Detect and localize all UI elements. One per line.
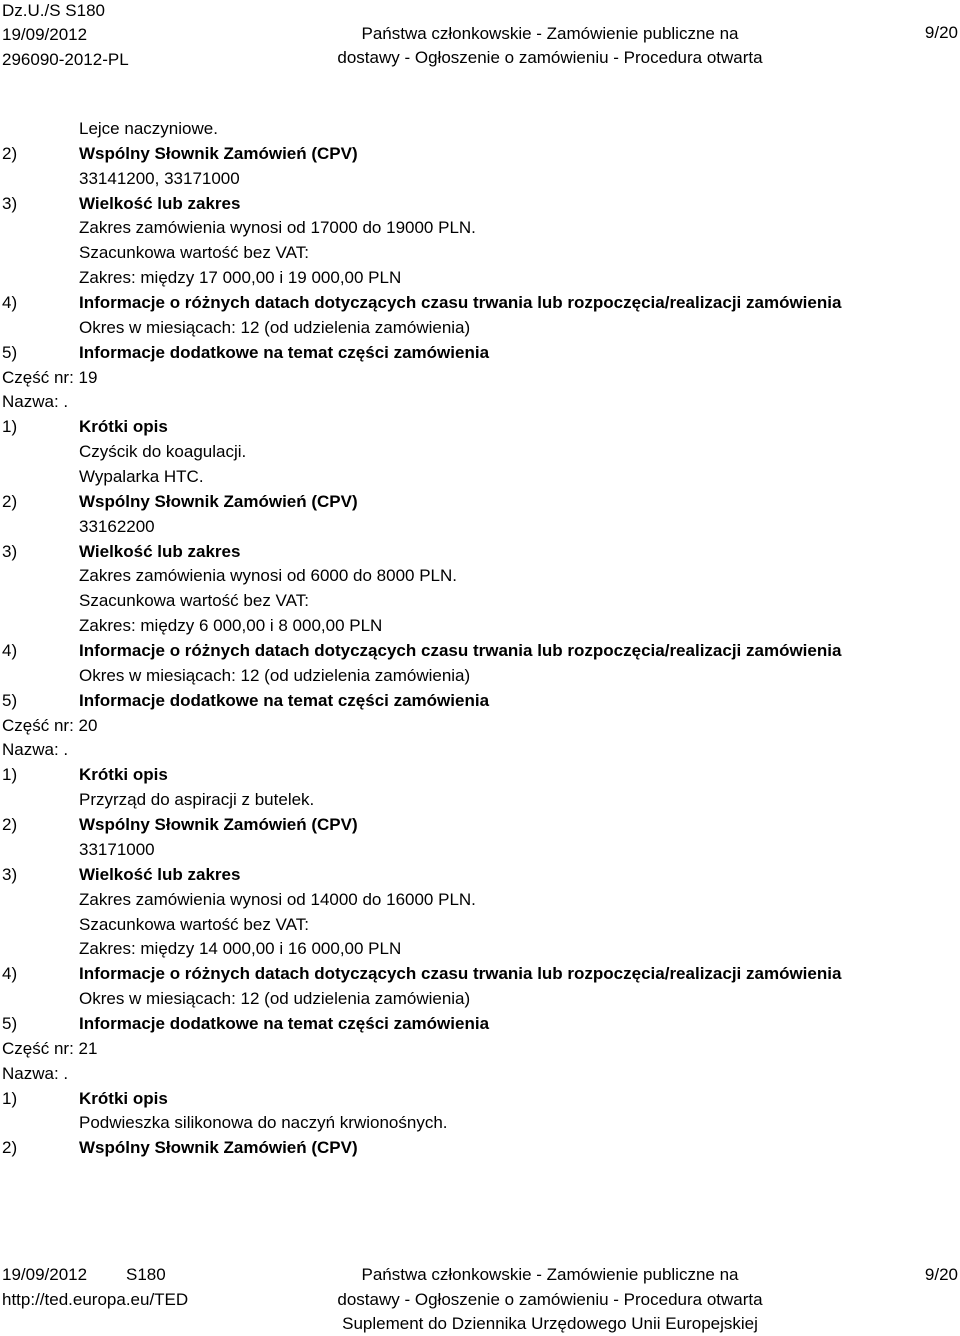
document-line — [0, 564, 960, 589]
document-line — [0, 540, 960, 565]
section-heading: Informacje o różnych datach dotyczących czasu trwania lub rozpoczęcia/realizacji zamówienia — [79, 293, 842, 313]
section-number: 3) — [2, 541, 18, 561]
line-text: Wypalarka HTC. — [79, 467, 204, 487]
document-body — [0, 117, 960, 1161]
document-line — [0, 216, 960, 241]
footer-url: http://ted.europa.eu/TED — [2, 1290, 189, 1309]
document-line — [0, 465, 960, 490]
document-line — [0, 117, 960, 142]
document-line — [0, 515, 960, 540]
line-text: 33141200, 33171000 — [79, 168, 240, 188]
line-text: Szacunkowa wartość bez VAT: — [79, 591, 309, 611]
section-number: 3) — [2, 193, 18, 213]
document-line — [0, 490, 960, 515]
section-number: 2) — [2, 815, 18, 835]
document-line — [0, 266, 960, 291]
document-line — [0, 689, 960, 714]
document-line — [0, 1037, 960, 1062]
line-text: Część nr: 21 — [2, 1038, 98, 1058]
doc-id: 296090-2012-PL — [2, 49, 129, 69]
line-text: Zakres: między 6 000,00 i 8 000,00 PLN — [79, 616, 383, 636]
document-line — [0, 714, 960, 739]
section-number: 4) — [2, 293, 18, 313]
header-left — [2, 0, 262, 73]
document-line — [0, 937, 960, 962]
document-line — [0, 763, 960, 788]
line-text: Szacunkowa wartość bez VAT: — [79, 243, 309, 263]
line-text: Okres w miesiącach: 12 (od udzielenia zamówienia) — [79, 665, 471, 685]
line-text: Lejce naczyniowe. — [79, 119, 218, 138]
line-text: Zakres: między 14 000,00 i 16 000,00 PLN — [79, 939, 402, 959]
line-text: Przyrząd do aspiracji z butelek. — [79, 790, 315, 810]
section-heading: Wielkość lub zakres — [79, 864, 241, 884]
section-heading: Wspólny Słownik Zamówień (CPV) — [79, 491, 358, 511]
section-number: 2) — [2, 143, 18, 163]
line-text: 33162200 — [79, 516, 155, 536]
section-heading: Informacje dodatkowe na temat części zamówienia — [79, 690, 490, 710]
document-line — [0, 440, 960, 465]
footer-page-number: 9/20 — [924, 1265, 958, 1284]
line-text: Szacunkowa wartość bez VAT: — [79, 914, 309, 934]
document-line — [0, 241, 960, 266]
line-text: 33171000 — [79, 839, 155, 859]
document-line — [0, 913, 960, 938]
document-line — [0, 1136, 960, 1161]
document-line — [0, 589, 960, 614]
header-title-line1: Państwa członkowskie - Zamówienie publiczne na — [361, 24, 739, 43]
section-heading: Informacje dodatkowe na temat części zamówienia — [79, 342, 490, 362]
document-line — [0, 838, 960, 863]
section-heading: Wielkość lub zakres — [79, 541, 241, 561]
section-heading: Wspólny Słownik Zamówień (CPV) — [79, 1138, 358, 1158]
document-line — [0, 888, 960, 913]
section-number: 5) — [2, 1013, 18, 1033]
section-number: 2) — [2, 1138, 18, 1158]
document-line — [0, 987, 960, 1012]
document-line — [0, 962, 960, 987]
header-right — [925, 0, 958, 44]
section-number: 1) — [2, 1088, 18, 1108]
section-heading: Informacje dodatkowe na temat części zamówienia — [79, 1013, 490, 1033]
line-text: Nazwa: . — [2, 740, 69, 760]
section-number: 5) — [2, 690, 18, 710]
document-line — [0, 291, 960, 316]
section-heading: Wspólny Słownik Zamówień (CPV) — [79, 815, 358, 835]
section-heading: Krótki opis — [79, 417, 168, 437]
header-title — [260, 0, 840, 71]
footer-title-line1: Państwa członkowskie - Zamówienie publiczne na — [361, 1265, 739, 1284]
document-line — [0, 863, 960, 888]
document-line — [0, 664, 960, 689]
document-line — [0, 1062, 960, 1087]
header-page-number: 9/20 — [924, 23, 958, 42]
document-line — [0, 142, 960, 167]
line-text: Czyścik do koagulacji. — [79, 442, 247, 462]
document-line — [0, 788, 960, 813]
line-text: Część nr: 19 — [2, 367, 98, 387]
footer-title-line3: Suplement do Dziennika Urzędowego Unii Europejskiej — [342, 1314, 758, 1333]
document-line — [0, 341, 960, 366]
document-line — [0, 167, 960, 192]
section-number: 1) — [2, 417, 18, 437]
section-number: 4) — [2, 641, 18, 661]
line-text: Zakres: między 17 000,00 i 19 000,00 PLN — [79, 268, 402, 288]
section-heading: Krótki opis — [79, 1088, 168, 1108]
journal-ref: Dz.U./S S180 — [2, 1, 105, 20]
section-number: 4) — [2, 964, 18, 984]
section-heading: Wspólny Słownik Zamówień (CPV) — [79, 143, 358, 163]
line-text: Zakres zamówienia wynosi od 6000 do 8000 PLN. — [79, 566, 457, 586]
document-line — [0, 415, 960, 440]
footer-title-line2: dostawy - Ogłoszenie o zamówieniu - Procedura otwarta — [337, 1290, 763, 1309]
document-line — [0, 1012, 960, 1037]
section-number: 2) — [2, 491, 18, 511]
section-number: 3) — [2, 864, 18, 884]
document-line — [0, 738, 960, 763]
document-line — [0, 316, 960, 341]
footer-date: 19/09/2012 — [2, 1265, 88, 1284]
line-text: Część nr: 20 — [2, 715, 98, 735]
document-line — [0, 366, 960, 391]
document-line — [0, 614, 960, 639]
section-number: 1) — [2, 765, 18, 785]
section-heading: Krótki opis — [79, 765, 168, 785]
header-title-line2: dostawy - Ogłoszenie o zamówieniu - Procedura otwarta — [337, 48, 763, 67]
header-date: 19/09/2012 — [2, 25, 88, 44]
footer-left — [2, 1263, 262, 1312]
line-text: Okres w miesiącach: 12 (od udzielenia zamówienia) — [79, 989, 471, 1009]
section-number: 5) — [2, 342, 18, 362]
footer-series: S180 — [126, 1265, 166, 1284]
section-heading: Informacje o różnych datach dotyczących czasu trwania lub rozpoczęcia/realizacji zamówienia — [79, 964, 842, 984]
document-line — [0, 390, 960, 415]
document-line — [0, 192, 960, 217]
document-line — [0, 1111, 960, 1136]
line-text: Zakres zamówienia wynosi od 17000 do 19000 PLN. — [79, 218, 476, 238]
footer-title — [260, 1263, 840, 1336]
section-heading: Informacje o różnych datach dotyczących czasu trwania lub rozpoczęcia/realizacji zamówienia — [79, 641, 842, 661]
line-text: Nazwa: . — [2, 392, 69, 412]
line-text: Okres w miesiącach: 12 (od udzielenia zamówienia) — [79, 317, 471, 337]
document-line — [0, 639, 960, 664]
line-text: Zakres zamówienia wynosi od 14000 do 16000 PLN. — [79, 889, 476, 909]
line-text: Podwieszka silikonowa do naczyń krwionośnych. — [79, 1113, 448, 1133]
line-text: Nazwa: . — [2, 1063, 69, 1083]
section-heading: Wielkość lub zakres — [79, 193, 241, 213]
document-line — [0, 813, 960, 838]
document-line — [0, 1087, 960, 1112]
